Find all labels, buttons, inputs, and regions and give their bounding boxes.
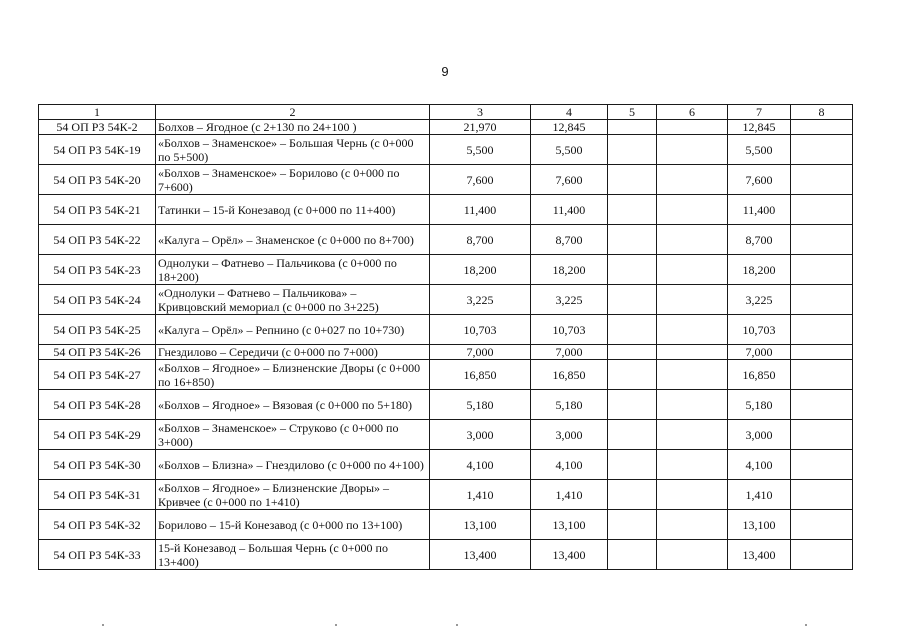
table-row: [39, 165, 853, 195]
table-row: [39, 135, 853, 165]
col6-cell: [657, 135, 728, 165]
col3-cell: 16,850: [430, 360, 531, 390]
col4-cell: 10,703: [531, 315, 608, 345]
col3-cell: 5,180: [430, 390, 531, 420]
col8-cell: [791, 120, 853, 135]
col4-cell: 7,000: [531, 345, 608, 360]
road-code-cell: 54 ОП РЗ 54К-28: [39, 390, 156, 420]
col7-cell: 11,400: [728, 195, 791, 225]
col3-cell: 13,400: [430, 540, 531, 570]
scan-artifacts: [0, 624, 905, 628]
col8-cell: [791, 165, 853, 195]
road-code-cell: 54 ОП РЗ 54К-25: [39, 315, 156, 345]
col5-cell: [608, 315, 657, 345]
col6-cell: [657, 390, 728, 420]
col7-cell: 12,845: [728, 120, 791, 135]
col6-cell: [657, 345, 728, 360]
col5-cell: [608, 390, 657, 420]
col3-cell: 1,410: [430, 480, 531, 510]
col3-cell: 18,200: [430, 255, 531, 285]
table-row: [39, 255, 853, 285]
road-name-cell: «Болхов – Знаменское» – Большая Чернь (с 0+000 по 5+500): [156, 135, 430, 165]
col6-cell: [657, 360, 728, 390]
col3-cell: 11,400: [430, 195, 531, 225]
col5-cell: [608, 480, 657, 510]
table-row: [39, 195, 853, 225]
col3-cell: 13,100: [430, 510, 531, 540]
road-name-cell: «Болхов – Ягодное» – Вязовая (с 0+000 по 5+180): [156, 390, 430, 420]
col7-cell: 13,400: [728, 540, 791, 570]
table-row: [39, 420, 853, 450]
col5-cell: [608, 420, 657, 450]
col5-cell: [608, 450, 657, 480]
table-row: [39, 480, 853, 510]
header-cell: 4: [531, 105, 608, 120]
col3-cell: 7,000: [430, 345, 531, 360]
table-body: [39, 120, 853, 570]
col8-cell: [791, 450, 853, 480]
table-row: [39, 540, 853, 570]
col4-cell: 11,400: [531, 195, 608, 225]
road-name-cell: «Болхов – Близна» – Гнездилово (с 0+000 по 4+100): [156, 450, 430, 480]
col7-cell: 3,000: [728, 420, 791, 450]
road-code-cell: 54 ОП РЗ 54К-21: [39, 195, 156, 225]
col8-cell: [791, 195, 853, 225]
col6-cell: [657, 285, 728, 315]
table-row: [39, 450, 853, 480]
col4-cell: 3,000: [531, 420, 608, 450]
col6-cell: [657, 420, 728, 450]
col6-cell: [657, 540, 728, 570]
col8-cell: [791, 420, 853, 450]
col6-cell: [657, 195, 728, 225]
scan-dot: [456, 624, 458, 626]
col8-cell: [791, 285, 853, 315]
col6-cell: [657, 165, 728, 195]
road-code-cell: 54 ОП РЗ 54К-30: [39, 450, 156, 480]
col8-cell: [791, 510, 853, 540]
header-cell: 1: [39, 105, 156, 120]
table-row: [39, 315, 853, 345]
col3-cell: 7,600: [430, 165, 531, 195]
road-name-cell: «Болхов – Знаменское» – Струково (с 0+000 по 3+000): [156, 420, 430, 450]
header-row: [39, 105, 853, 120]
road-code-cell: 54 ОП РЗ 54К-29: [39, 420, 156, 450]
col8-cell: [791, 390, 853, 420]
table-row: [39, 120, 853, 135]
header-cell: 5: [608, 105, 657, 120]
road-code-cell: 54 ОП РЗ 54К-31: [39, 480, 156, 510]
col6-cell: [657, 255, 728, 285]
table-row: [39, 225, 853, 255]
col4-cell: 13,100: [531, 510, 608, 540]
road-code-cell: 54 ОП РЗ 54К-27: [39, 360, 156, 390]
road-name-cell: «Калуга – Орёл» – Знаменское (с 0+000 по 8+700): [156, 225, 430, 255]
road-code-cell: 54 ОП РЗ 54К-22: [39, 225, 156, 255]
road-name-cell: Однолуки – Фатнево – Пальчикова (с 0+000 по 18+200): [156, 255, 430, 285]
col7-cell: 5,180: [728, 390, 791, 420]
col5-cell: [608, 510, 657, 540]
col5-cell: [608, 120, 657, 135]
col7-cell: 7,000: [728, 345, 791, 360]
col4-cell: 5,180: [531, 390, 608, 420]
col4-cell: 13,400: [531, 540, 608, 570]
col7-cell: 7,600: [728, 165, 791, 195]
col3-cell: 4,100: [430, 450, 531, 480]
col4-cell: 1,410: [531, 480, 608, 510]
col7-cell: 16,850: [728, 360, 791, 390]
table-row: [39, 510, 853, 540]
col5-cell: [608, 345, 657, 360]
col5-cell: [608, 165, 657, 195]
col7-cell: 10,703: [728, 315, 791, 345]
scan-dot: [335, 624, 337, 626]
col4-cell: 4,100: [531, 450, 608, 480]
col4-cell: 18,200: [531, 255, 608, 285]
col3-cell: 5,500: [430, 135, 531, 165]
road-name-cell: Татинки – 15-й Конезавод (с 0+000 по 11+400): [156, 195, 430, 225]
col5-cell: [608, 285, 657, 315]
col6-cell: [657, 510, 728, 540]
col8-cell: [791, 315, 853, 345]
road-code-cell: 54 ОП РЗ 54К-24: [39, 285, 156, 315]
col7-cell: 5,500: [728, 135, 791, 165]
col5-cell: [608, 540, 657, 570]
header-cell: 6: [657, 105, 728, 120]
table-row: [39, 390, 853, 420]
table-row: [39, 345, 853, 360]
col8-cell: [791, 360, 853, 390]
road-name-cell: Гнездилово – Середичи (с 0+000 по 7+000): [156, 345, 430, 360]
header-cell: 7: [728, 105, 791, 120]
col3-cell: 10,703: [430, 315, 531, 345]
col4-cell: 8,700: [531, 225, 608, 255]
col8-cell: [791, 255, 853, 285]
road-name-cell: «Болхов – Знаменское» – Борилово (с 0+000 по 7+600): [156, 165, 430, 195]
col4-cell: 5,500: [531, 135, 608, 165]
col4-cell: 3,225: [531, 285, 608, 315]
col6-cell: [657, 315, 728, 345]
road-name-cell: Борилово – 15-й Конезавод (с 0+000 по 13+100): [156, 510, 430, 540]
col8-cell: [791, 540, 853, 570]
col3-cell: 3,225: [430, 285, 531, 315]
col7-cell: 18,200: [728, 255, 791, 285]
col6-cell: [657, 480, 728, 510]
col7-cell: 3,225: [728, 285, 791, 315]
road-name-cell: «Однолуки – Фатнево – Пальчикова» – Кривцовский мемориал (с 0+000 по 3+225): [156, 285, 430, 315]
col3-cell: 8,700: [430, 225, 531, 255]
col8-cell: [791, 135, 853, 165]
road-code-cell: 54 ОП РЗ 54К-26: [39, 345, 156, 360]
col6-cell: [657, 450, 728, 480]
road-name-cell: «Калуга – Орёл» – Репнино (с 0+027 по 10+730): [156, 315, 430, 345]
road-code-cell: 54 ОП РЗ 54К-23: [39, 255, 156, 285]
col7-cell: 1,410: [728, 480, 791, 510]
scan-dot: [805, 624, 807, 626]
col6-cell: [657, 120, 728, 135]
roads-table: [38, 104, 853, 570]
col3-cell: 21,970: [430, 120, 531, 135]
road-code-cell: 54 ОП РЗ 54К-32: [39, 510, 156, 540]
road-code-cell: 54 ОП РЗ 54К-20: [39, 165, 156, 195]
road-name-cell: «Болхов – Ягодное» – Близненские Дворы» – Кривчее (с 0+000 по 1+410): [156, 480, 430, 510]
road-code-cell: 54 ОП РЗ 54К-19: [39, 135, 156, 165]
col8-cell: [791, 225, 853, 255]
col7-cell: 4,100: [728, 450, 791, 480]
road-name-cell: Болхов – Ягодное (с 2+130 по 24+100 ): [156, 120, 430, 135]
col7-cell: 8,700: [728, 225, 791, 255]
road-code-cell: 54 ОП РЗ 54К-33: [39, 540, 156, 570]
road-name-cell: «Болхов – Ягодное» – Близненские Дворы (с 0+000 по 16+850): [156, 360, 430, 390]
road-name-cell: 15-й Конезавод – Большая Чернь (с 0+000 по 13+400): [156, 540, 430, 570]
col5-cell: [608, 135, 657, 165]
header-cell: 8: [791, 105, 853, 120]
road-code-cell: 54 ОП РЗ 54К-2: [39, 120, 156, 135]
table-row: [39, 360, 853, 390]
col5-cell: [608, 225, 657, 255]
col4-cell: 7,600: [531, 165, 608, 195]
col8-cell: [791, 480, 853, 510]
table-row: [39, 285, 853, 315]
header-cell: 2: [156, 105, 430, 120]
col4-cell: 12,845: [531, 120, 608, 135]
col5-cell: [608, 360, 657, 390]
scan-dot: [102, 624, 104, 626]
col5-cell: [608, 255, 657, 285]
header-cell: 3: [430, 105, 531, 120]
col5-cell: [608, 195, 657, 225]
col3-cell: 3,000: [430, 420, 531, 450]
col7-cell: 13,100: [728, 510, 791, 540]
page-number: 9: [441, 64, 449, 79]
col6-cell: [657, 225, 728, 255]
col8-cell: [791, 345, 853, 360]
col4-cell: 16,850: [531, 360, 608, 390]
